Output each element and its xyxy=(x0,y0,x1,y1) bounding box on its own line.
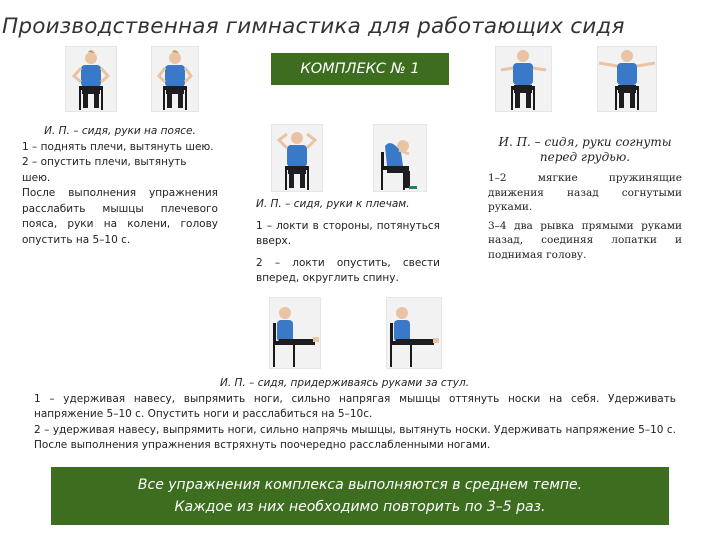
exercise-1-photo-b xyxy=(151,46,199,112)
complex-badge: КОМПЛЕКС № 1 xyxy=(271,53,449,85)
exercise-4-photo-b xyxy=(386,297,442,369)
exercise-3-photo-a xyxy=(495,46,552,112)
exercise-3-step-2: 3–4 два рывка прямыми руками назад, соединяя лопатки и поднимая голову. xyxy=(488,219,682,261)
exercise-3-photo-b xyxy=(597,46,657,112)
exercise-4-start-position: И. П. – сидя, придерживаясь руками за стул. xyxy=(220,377,470,389)
exercise-2-start-position: И. П. – сидя, руки к плечам. xyxy=(256,198,410,210)
page-title: Производственная гимнастика для работающих сидя xyxy=(2,14,625,39)
footer-line-2: Каждое из них необходимо повторить по 3–5 раз. xyxy=(174,499,546,515)
exercise-1-photo-a xyxy=(65,46,117,112)
exercise-2-photo-b xyxy=(373,124,427,192)
exercise-4-step-2: 2 – удерживая навесу, выпрямить ноги, сильно напрячь мышцы, вытянуть носки. Удерживать напряжение 5–10 с. После выполнения упражнения встряхнуть поочередно расслабленными ногами. xyxy=(34,423,676,451)
exercise-1-text xyxy=(22,124,218,248)
exercise-2-text xyxy=(256,197,440,287)
footer-note xyxy=(51,467,669,525)
exercise-1-start-position: И. П. – сидя, руки на поясе. xyxy=(44,125,196,137)
exercise-4-photo-a xyxy=(269,297,321,369)
exercise-1-note: После выполнения упражнения расслабить мышцы плечевого пояса, руки на колени, голову опустить на 5–10 с. xyxy=(22,187,218,246)
exercise-2-step-2: 2 – локти опустить, свести вперед, округлить спину. xyxy=(256,256,440,284)
footer-line-1: Все упражнения комплекса выполняются в среднем темпе. xyxy=(137,477,583,493)
exercise-4-text xyxy=(34,376,676,454)
exercise-3-text xyxy=(488,135,682,262)
exercise-4-step-1: 1 – удерживая навесу, выпрямить ноги, сильно напрягая мышцы оттянуть носки на себя. Удерживать напряжение 5–10 с. Опустить ноги и расслабиться на 5–10с. xyxy=(34,392,676,420)
exercise-1-step-1: 1 – поднять плечи, вытянуть шею. xyxy=(22,140,214,153)
exercise-3-step-1: 1–2 мягкие пружинящие движения назад согнутыми руками. xyxy=(488,172,682,213)
exercise-2-photo-a xyxy=(271,124,323,192)
exercise-2-step-1: 1 – локти в стороны, потянуться вверх. xyxy=(256,219,440,247)
exercise-1-step-2: 2 – опустить плечи, вытянуть шею. xyxy=(22,156,187,184)
exercise-3-start-position: И. П. – сидя, руки согнуты перед грудью. xyxy=(498,135,672,164)
